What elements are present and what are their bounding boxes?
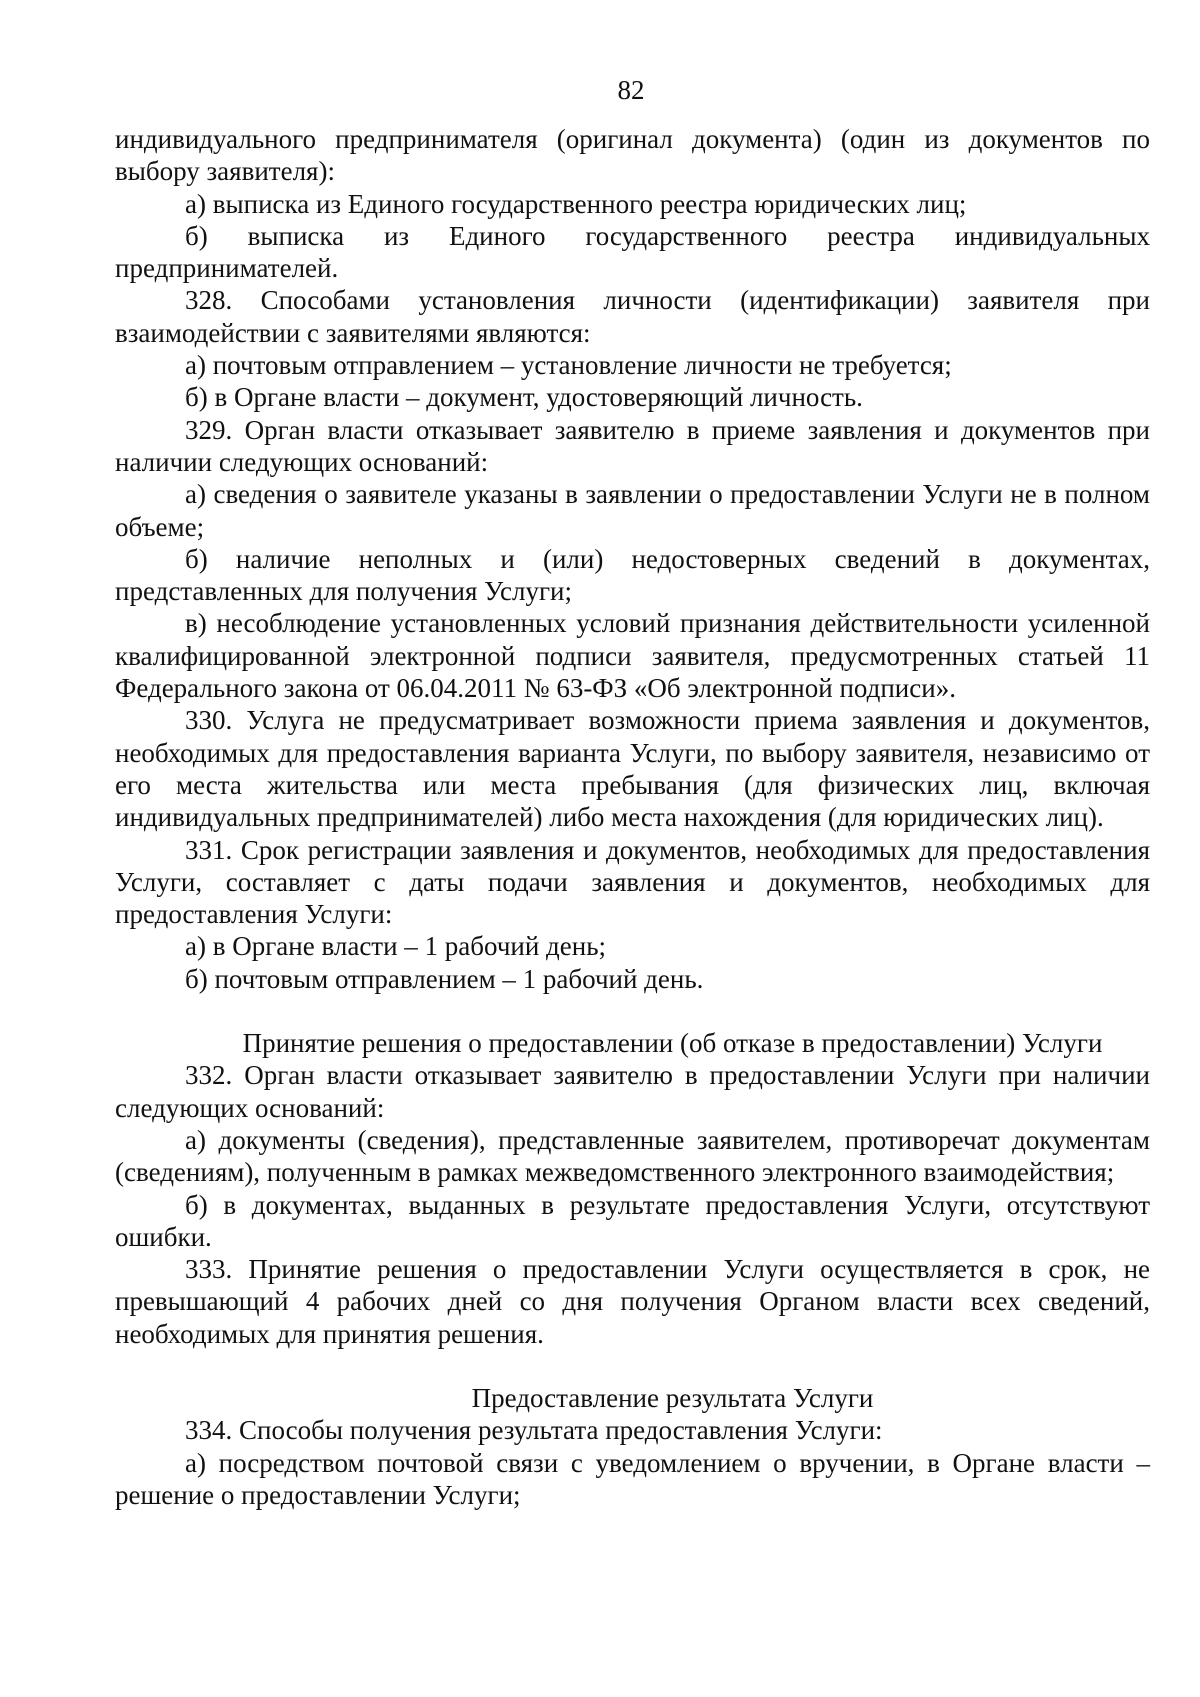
clause-328: 328. Способами установления личности (идентификации) заявителя при взаимодействии с заявителями являются: xyxy=(115,285,1150,348)
page-number: 82 xyxy=(617,75,645,105)
clause-331: 331. Срок регистрации заявления и документов, необходимых для предоставления Услуги, составляет с даты подачи заявления и документов, необходимых для предоставления Услуги: xyxy=(115,834,1150,930)
list-item-c: в) несоблюдение установленных условий признания действительности усиленной квалифицированной электронной подписи заявителя, предусмотренных статьей 11 Федерального закона от 06.04.2011 № 63-ФЗ «Об электронной подписи». xyxy=(115,608,1150,704)
list-item-b: б) выписка из Единого государственного реестра индивидуальных предпринимателей. xyxy=(115,220,1150,284)
list-item-a: а) в Органе власти – 1 рабочий день; xyxy=(185,931,607,962)
section-heading-result: Предоставление результата Услуги xyxy=(471,1382,874,1413)
clause-332: 332. Орган власти отказывает заявителю в предоставлении Услуги при наличии следующих оснований: xyxy=(115,1060,1150,1123)
paragraph-continuation: индивидуального предпринимателя (оригинал документа) (один из документов по выбору заявителя): xyxy=(115,124,1150,187)
list-item-a: а) сведения о заявителе указаны в заявлении о предоставлении Услуги не в полном объеме; xyxy=(115,479,1150,542)
document-body xyxy=(115,123,1150,1511)
list-item-b: б) наличие неполных и (или) недостоверных сведений в документах, представленных для получения Услуги; xyxy=(115,543,1150,607)
list-item-a: а) посредством почтовой связи с уведомлением о вручении, в Органе власти – решение о предоставлении Услуги; xyxy=(115,1447,1150,1510)
list-item-a: а) почтовым отправлением – установление личности не требуется; xyxy=(185,350,952,381)
clause-330: 330. Услуга не предусматривает возможности приема заявления и документов, необходимых для предоставления варианта Услуги, по выбору заявителя, независимо от его места жительства или места пребывания (для физических лиц, включая индивидуальных предпринимателей) либо места нахождения (для юридических лиц). xyxy=(115,705,1150,833)
list-item-a: а) документы (сведения), представленные заявителем, противоречат документам (сведениям), полученным в рамках межведомственного электронного взаимодействия; xyxy=(115,1124,1150,1188)
clause-329: 329. Орган власти отказывает заявителю в приеме заявления и документов при наличии следующих оснований: xyxy=(115,414,1150,477)
list-item-b: б) в документах, выданных в результате предоставления Услуги, отсутствуют ошибки. xyxy=(115,1189,1150,1252)
list-item-b: б) почтовым отправлением – 1 рабочий день. xyxy=(185,963,704,994)
list-item-a: а) выписка из Единого государственного реестра юридических лиц; xyxy=(185,188,967,219)
list-item-b: б) в Органе власти – документ, удостоверяющий личность. xyxy=(185,382,863,413)
section-heading-decision: Принятие решения о предоставлении (об отказе в предоставлении) Услуги xyxy=(242,1028,1103,1059)
clause-333: 333. Принятие решения о предоставлении Услуги осуществляется в срок, не превышающий 4 рабочих дней со дня получения Органом власти всех сведений, необходимых для принятия решения. xyxy=(115,1254,1150,1349)
clause-334: 334. Способы получения результата предоставления Услуги: xyxy=(185,1415,883,1446)
